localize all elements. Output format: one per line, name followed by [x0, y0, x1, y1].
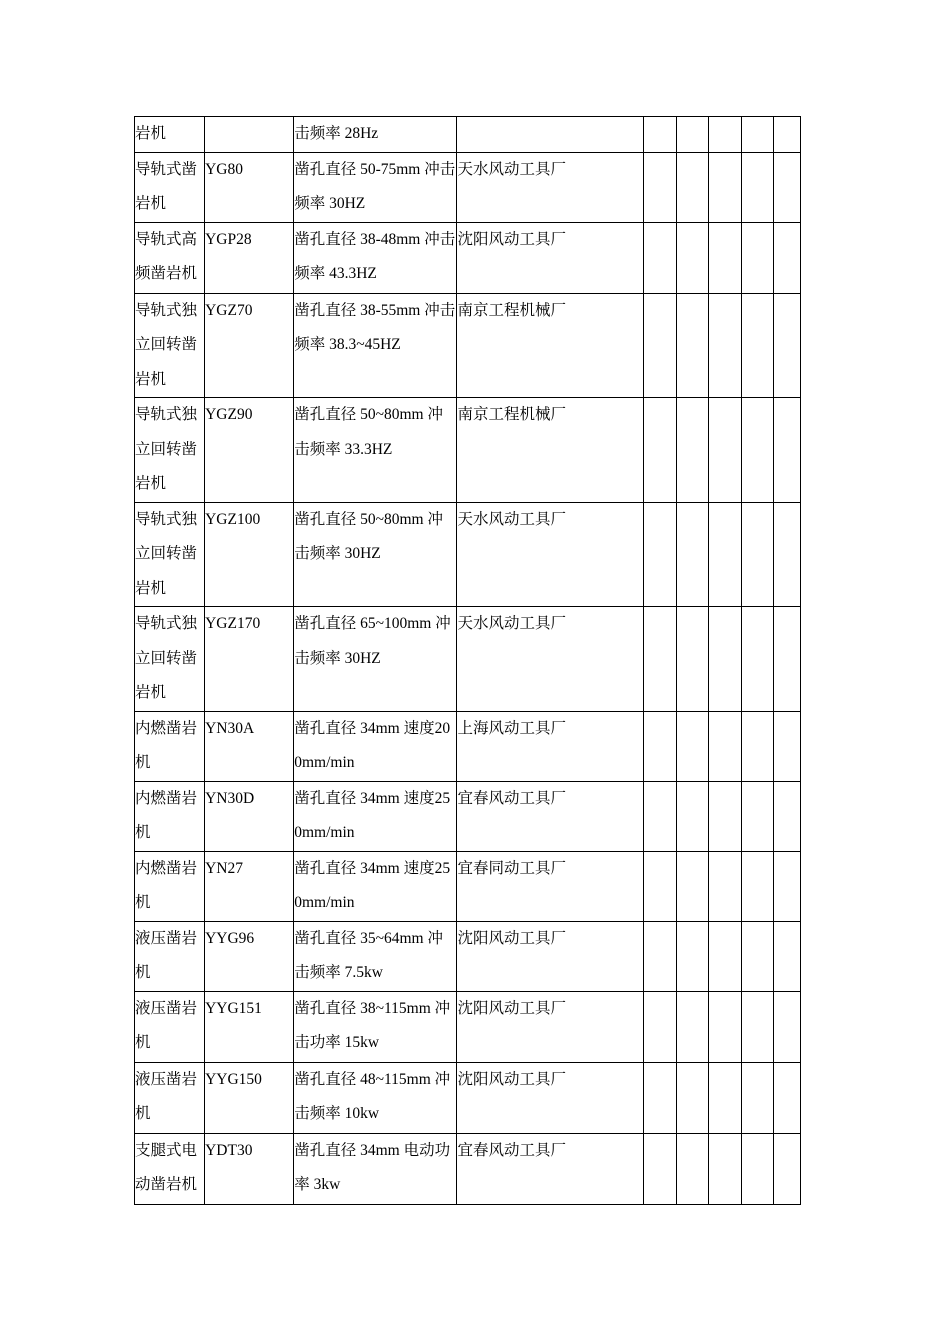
equipment-name-cell: 导轨式独立回转凿岩机 — [135, 293, 205, 398]
manufacturer-cell: 宜春同动工具厂 — [457, 851, 643, 921]
empty-cell — [676, 711, 708, 781]
empty-cell — [643, 1133, 676, 1204]
manufacturer-cell: 沈阳风动工具厂 — [457, 991, 643, 1062]
manufacturer-cell: 沈阳风动工具厂 — [457, 1062, 643, 1133]
empty-cell — [643, 1062, 676, 1133]
empty-cell — [676, 293, 708, 398]
empty-cell — [708, 293, 741, 398]
spec-cell: 凿孔直径 38-48mm 冲击频率 43.3HZ — [294, 222, 457, 293]
table-row — [135, 851, 801, 921]
empty-cell — [643, 398, 676, 503]
table-row — [135, 781, 801, 851]
empty-cell — [676, 502, 708, 607]
empty-cell — [741, 851, 773, 921]
empty-cell — [708, 1133, 741, 1204]
empty-cell — [773, 502, 800, 607]
empty-cell — [708, 851, 741, 921]
table-row — [135, 921, 801, 991]
equipment-name-cell: 导轨式独立回转凿岩机 — [135, 398, 205, 503]
empty-cell — [773, 921, 800, 991]
manufacturer-cell: 宜春风动工具厂 — [457, 1133, 643, 1204]
empty-cell — [773, 607, 800, 712]
model-cell: YYG96 — [205, 921, 294, 991]
empty-cell — [643, 502, 676, 607]
table-row — [135, 991, 801, 1062]
spec-cell: 凿孔直径 50~80mm 冲击频率 30HZ — [294, 502, 457, 607]
equipment-name-cell: 导轨式凿岩机 — [135, 152, 205, 222]
empty-cell — [773, 222, 800, 293]
manufacturer-cell: 宜春风动工具厂 — [457, 781, 643, 851]
empty-cell — [676, 222, 708, 293]
spec-cell: 凿孔直径 34mm 速度250mm/min — [294, 781, 457, 851]
empty-cell — [741, 152, 773, 222]
empty-cell — [708, 921, 741, 991]
empty-cell — [643, 152, 676, 222]
empty-cell — [741, 1133, 773, 1204]
empty-cell — [676, 152, 708, 222]
empty-cell — [741, 1062, 773, 1133]
manufacturer-cell: 天水风动工具厂 — [457, 502, 643, 607]
equipment-name-cell: 内燃凿岩机 — [135, 711, 205, 781]
model-cell — [205, 117, 294, 153]
empty-cell — [741, 991, 773, 1062]
table-row — [135, 398, 801, 503]
equipment-table — [134, 116, 801, 1205]
empty-cell — [708, 991, 741, 1062]
empty-cell — [676, 991, 708, 1062]
table-row — [135, 152, 801, 222]
empty-cell — [676, 851, 708, 921]
equipment-name-cell: 内燃凿岩机 — [135, 781, 205, 851]
empty-cell — [741, 921, 773, 991]
spec-cell: 凿孔直径 50-75mm 冲击频率 30HZ — [294, 152, 457, 222]
empty-cell — [741, 222, 773, 293]
model-cell: YGZ100 — [205, 502, 294, 607]
empty-cell — [643, 607, 676, 712]
empty-cell — [676, 921, 708, 991]
equipment-name-cell: 导轨式高频凿岩机 — [135, 222, 205, 293]
manufacturer-cell: 天水风动工具厂 — [457, 152, 643, 222]
manufacturer-cell: 南京工程机械厂 — [457, 398, 643, 503]
manufacturer-cell: 沈阳风动工具厂 — [457, 222, 643, 293]
empty-cell — [741, 607, 773, 712]
empty-cell — [708, 502, 741, 607]
empty-cell — [708, 222, 741, 293]
empty-cell — [773, 398, 800, 503]
manufacturer-cell: 南京工程机械厂 — [457, 293, 643, 398]
empty-cell — [708, 152, 741, 222]
manufacturer-cell: 上海风动工具厂 — [457, 711, 643, 781]
table-body — [135, 117, 801, 1205]
empty-cell — [773, 1062, 800, 1133]
table-row — [135, 1133, 801, 1204]
empty-cell — [643, 851, 676, 921]
model-cell: YG80 — [205, 152, 294, 222]
empty-cell — [643, 711, 676, 781]
empty-cell — [773, 711, 800, 781]
empty-cell — [708, 398, 741, 503]
spec-cell: 凿孔直径 50~80mm 冲击频率 33.3HZ — [294, 398, 457, 503]
spec-cell: 击频率 28Hz — [294, 117, 457, 153]
model-cell: YN27 — [205, 851, 294, 921]
model-cell: YDT30 — [205, 1133, 294, 1204]
spec-cell: 凿孔直径 38-55mm 冲击频率 38.3~45HZ — [294, 293, 457, 398]
empty-cell — [773, 781, 800, 851]
empty-cell — [643, 991, 676, 1062]
empty-cell — [773, 117, 800, 153]
model-cell: YGP28 — [205, 222, 294, 293]
empty-cell — [708, 781, 741, 851]
empty-cell — [773, 1133, 800, 1204]
model-cell: YYG150 — [205, 1062, 294, 1133]
empty-cell — [773, 851, 800, 921]
equipment-name-cell: 导轨式独立回转凿岩机 — [135, 607, 205, 712]
empty-cell — [773, 152, 800, 222]
equipment-name-cell: 导轨式独立回转凿岩机 — [135, 502, 205, 607]
empty-cell — [676, 117, 708, 153]
empty-cell — [676, 607, 708, 712]
manufacturer-cell: 天水风动工具厂 — [457, 607, 643, 712]
equipment-name-cell: 液压凿岩机 — [135, 991, 205, 1062]
table-row — [135, 117, 801, 153]
empty-cell — [773, 991, 800, 1062]
empty-cell — [708, 117, 741, 153]
model-cell: YGZ90 — [205, 398, 294, 503]
equipment-name-cell: 液压凿岩机 — [135, 1062, 205, 1133]
model-cell: YYG151 — [205, 991, 294, 1062]
equipment-name-cell: 液压凿岩机 — [135, 921, 205, 991]
spec-cell: 凿孔直径 34mm 速度250mm/min — [294, 851, 457, 921]
model-cell: YN30D — [205, 781, 294, 851]
empty-cell — [643, 222, 676, 293]
empty-cell — [676, 1133, 708, 1204]
model-cell: YGZ70 — [205, 293, 294, 398]
manufacturer-cell — [457, 117, 643, 153]
equipment-name-cell: 支腿式电动凿岩机 — [135, 1133, 205, 1204]
equipment-name-cell: 岩机 — [135, 117, 205, 153]
empty-cell — [643, 293, 676, 398]
empty-cell — [741, 117, 773, 153]
empty-cell — [643, 781, 676, 851]
empty-cell — [741, 711, 773, 781]
model-cell: YGZ170 — [205, 607, 294, 712]
table-row — [135, 1062, 801, 1133]
spec-cell: 凿孔直径 48~115mm 冲击频率 10kw — [294, 1062, 457, 1133]
table-row — [135, 293, 801, 398]
spec-cell: 凿孔直径 38~115mm 冲击功率 15kw — [294, 991, 457, 1062]
table-row — [135, 222, 801, 293]
empty-cell — [741, 293, 773, 398]
empty-cell — [741, 781, 773, 851]
table-row — [135, 502, 801, 607]
equipment-name-cell: 内燃凿岩机 — [135, 851, 205, 921]
table-row — [135, 607, 801, 712]
empty-cell — [643, 921, 676, 991]
empty-cell — [676, 1062, 708, 1133]
model-cell: YN30A — [205, 711, 294, 781]
empty-cell — [708, 607, 741, 712]
empty-cell — [741, 398, 773, 503]
spec-cell: 凿孔直径 65~100mm 冲击频率 30HZ — [294, 607, 457, 712]
empty-cell — [708, 1062, 741, 1133]
spec-cell: 凿孔直径 35~64mm 冲击频率 7.5kw — [294, 921, 457, 991]
empty-cell — [741, 502, 773, 607]
empty-cell — [643, 117, 676, 153]
spec-cell: 凿孔直径 34mm 速度200mm/min — [294, 711, 457, 781]
manufacturer-cell: 沈阳风动工具厂 — [457, 921, 643, 991]
empty-cell — [773, 293, 800, 398]
table-row — [135, 711, 801, 781]
spec-cell: 凿孔直径 34mm 电动功率 3kw — [294, 1133, 457, 1204]
empty-cell — [708, 711, 741, 781]
empty-cell — [676, 781, 708, 851]
empty-cell — [676, 398, 708, 503]
